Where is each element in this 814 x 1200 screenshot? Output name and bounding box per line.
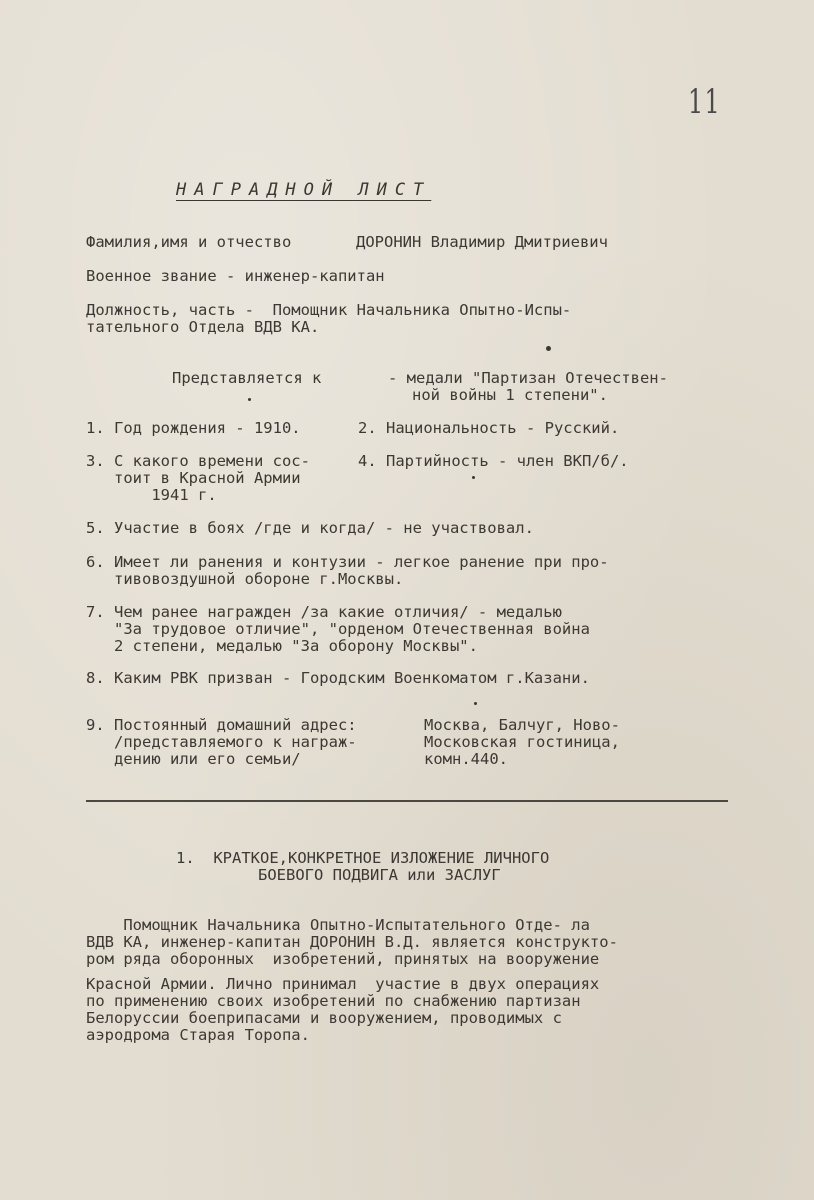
item-nationality: 2. Национальность - Русский. bbox=[358, 419, 620, 437]
ink-speck bbox=[248, 398, 251, 401]
item-address-value-2: Московская гостиница, bbox=[424, 733, 620, 751]
ink-speck bbox=[472, 476, 475, 479]
fio-value: ДОРОНИН Владимир Дмитриевич bbox=[356, 233, 608, 251]
item-address-label-1: 9. Постоянный домашний адрес: bbox=[86, 716, 357, 734]
position-line-2: тательного Отдела ВДВ КА. bbox=[86, 318, 320, 336]
body-line-7: аэродрома Старая Торопа. bbox=[86, 1026, 310, 1044]
nomination-value-2: ной войны 1 степени". bbox=[412, 386, 608, 404]
item-address-value-1: Москва, Балчуг, Ново- bbox=[424, 716, 620, 734]
body-line-1: Помощник Начальника Опытно-Испытательного Отде- ла bbox=[86, 916, 590, 934]
section-heading-1: 1. КРАТКОЕ,КОНКРЕТНОЕ ИЗЛОЖЕНИЕ ЛИЧНОГО bbox=[176, 849, 550, 867]
fio-label: Фамилия,имя и отчество bbox=[86, 233, 292, 251]
rank-line: Военное звание - инженер-капитан bbox=[86, 267, 385, 285]
ink-speck bbox=[474, 702, 477, 705]
item-awards-3: 2 степени, медалью "За оборону Москвы". bbox=[86, 637, 478, 655]
item-battles: 5. Участие в боях /где и когда/ - не участвовал. bbox=[86, 519, 534, 537]
section-divider bbox=[86, 800, 728, 802]
item-birth-year: 1. Год рождения - 1910. bbox=[86, 419, 301, 437]
body-line-3: ром ряда оборонных изобретений, принятых на вооружение bbox=[86, 950, 600, 968]
item-wounds-1: 6. Имеет ли ранения и контузии - легкое ранение при про- bbox=[86, 553, 609, 571]
document-title: НАГРАДНОЙ ЛИСТ bbox=[176, 180, 432, 200]
item-address-label-2: /представляемого к награж- bbox=[86, 733, 357, 751]
ink-speck bbox=[546, 346, 551, 351]
body-line-4: Красной Армии. Лично принимал участие в двух операциях bbox=[86, 975, 600, 993]
body-line-2: ВДВ КА, инженер-капитан ДОРОНИН В.Д. является конструкто- bbox=[86, 933, 618, 951]
page-number: 11 bbox=[688, 82, 722, 122]
body-line-6: Белоруссии боеприпасами и вооружением, проводимых с bbox=[86, 1009, 562, 1027]
nomination-value-1: - медали "Партизан Отечествен- bbox=[388, 369, 668, 387]
nomination-label: Представляется к bbox=[172, 369, 322, 387]
item-conscription: 8. Каким РВК призван - Городским Военкоматом г.Казани. bbox=[86, 669, 590, 687]
item-service-since-2: тоит в Красной Армии bbox=[86, 469, 301, 487]
body-line-5: по применению своих изобретений по снабжению партизан bbox=[86, 992, 581, 1010]
item-address-label-3: дению или его семьи/ bbox=[86, 750, 301, 768]
item-service-since-3: 1941 г. bbox=[86, 486, 217, 504]
item-awards-2: "За трудовое отличие", "орденом Отечественная война bbox=[86, 620, 590, 638]
position-line-1: Должность, часть - Помощник Начальника Опытно-Испы- bbox=[86, 301, 572, 319]
item-service-since-1: 3. С какого времени сос- bbox=[86, 452, 310, 470]
item-wounds-2: тивовоздушной обороне г.Москвы. bbox=[86, 570, 404, 588]
section-heading-2: БОЕВОГО ПОДВИГА или ЗАСЛУГ bbox=[258, 866, 501, 884]
item-party: 4. Партийность - член ВКП/б/. bbox=[358, 452, 629, 470]
item-address-value-3: комн.440. bbox=[424, 750, 508, 768]
item-awards-1: 7. Чем ранее награжден /за какие отличия/ - медалью bbox=[86, 603, 562, 621]
